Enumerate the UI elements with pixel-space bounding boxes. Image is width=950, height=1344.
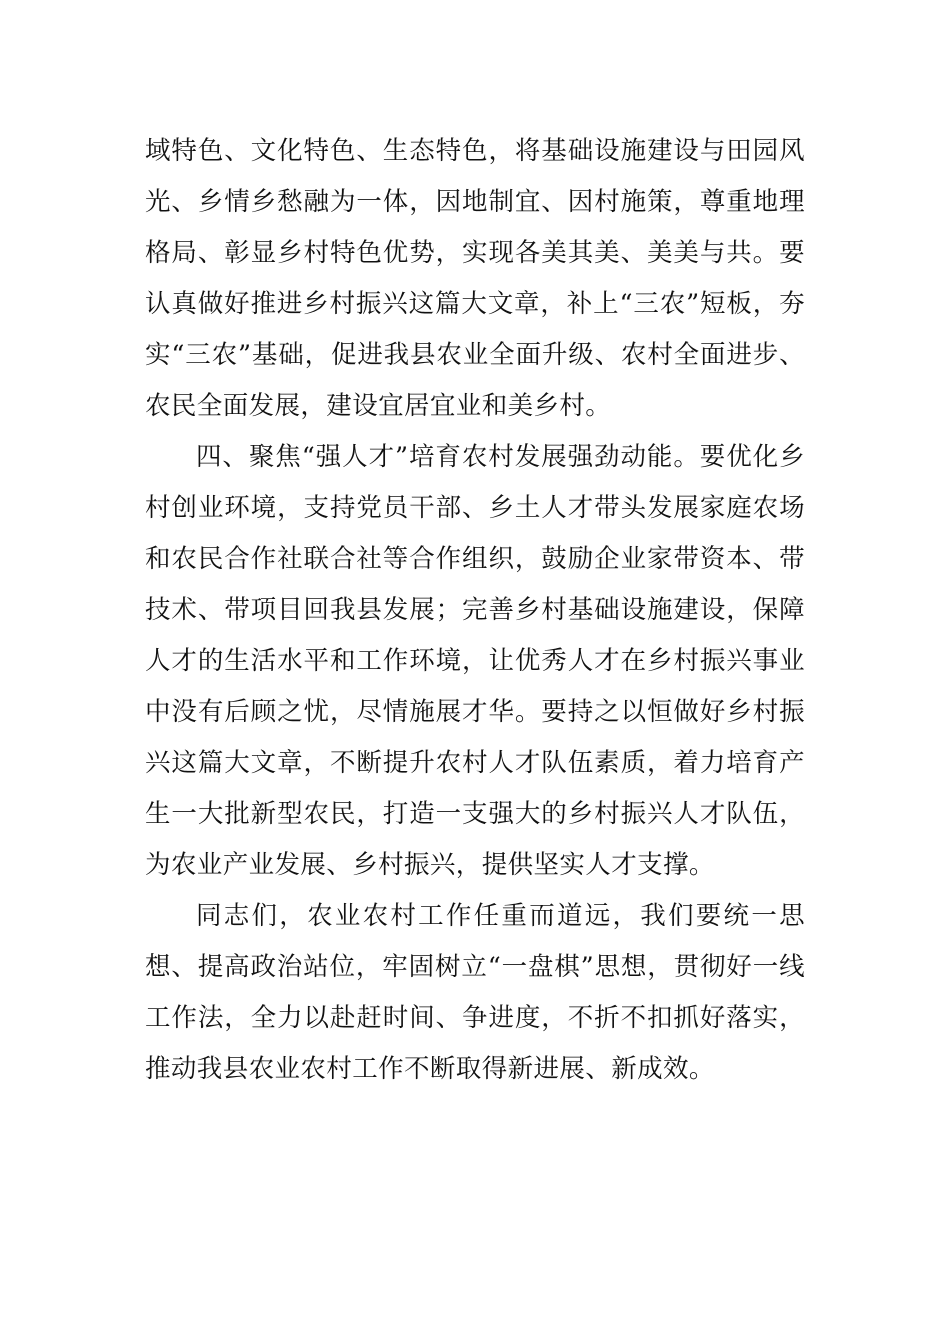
paragraph-closing: 同志们，农业农村工作任重而道远，我们要统一思想、提高政治站位，牢固树立“一盘棋”思想，贯彻好一线工作法，全力以赴赶时间、争进度，不折不扣抓好落实，推动我县农业农村工作不断取得新进展、新成效。 [145,901,805,1084]
paragraph-section-four: 四、聚焦“强人才”培育农村发展强劲动能。要优化乡村创业环境，支持党员干部、乡土人才带头发展家庭农场和农民合作社联合社等合作组织，鼓励企业家带资本、带技术、带项目回我县发展；完善乡村基础设施建设，保障人才的生活水平和工作环境，让优秀人才在乡村振兴事业中没有后顾之忧，尽情施展才华。要持之以恒做好乡村振兴这篇大文章，不断提升农村人才队伍素质，着力培育产生一大批新型农民，打造一支强大的乡村振兴人才队伍，为农业产业发展、乡村振兴，提供坚实人才支撑。 [145,442,805,880]
document-body [145,126,805,1095]
paragraph-continuation: 域特色、文化特色、生态特色，将基础设施建设与田园风光、乡情乡愁融为一体，因地制宜、因村施策，尊重地理格局、彰显乡村特色优势，实现各美其美、美美与共。要认真做好推进乡村振兴这篇大文章，补上“三农”短板，夯实“三农”基础，促进我县农业全面升级、农村全面进步、农民全面发展，建设宜居宜业和美乡村。 [145,136,805,421]
